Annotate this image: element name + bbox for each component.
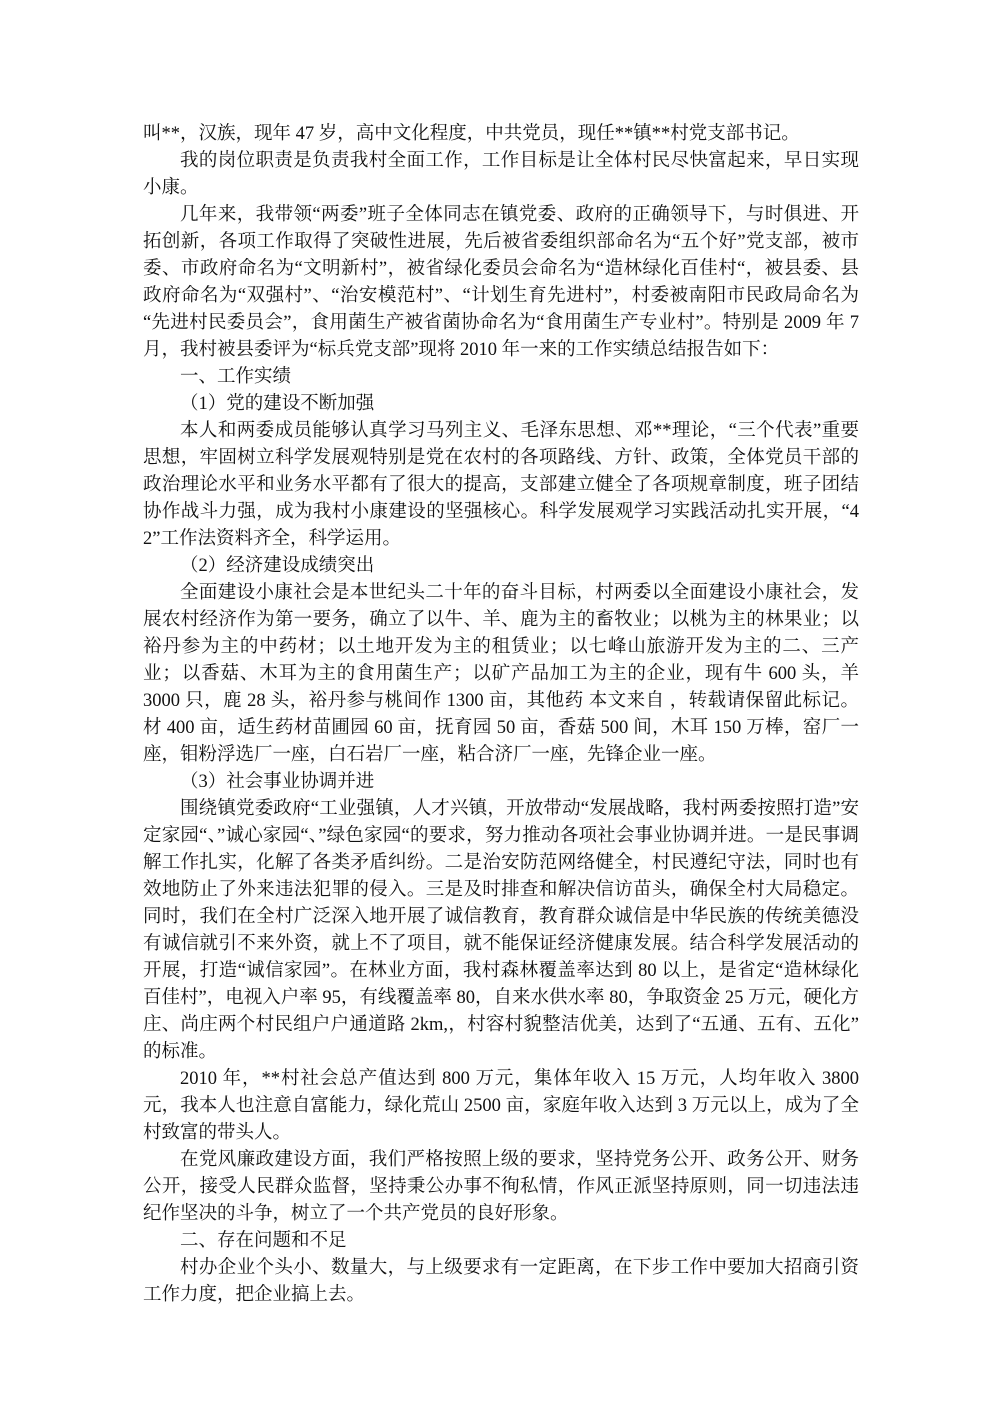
sub-heading: （1）党的建设不断加强 xyxy=(180,394,375,414)
paragraph: 围绕镇党委政府“工业强镇，人才兴镇，开放带动“发展战略，我村两委按照打造”安定家园“、”诚心家园“、”绿色家园“的要求，努力推动各项社会事业协调并进。一是民事调解工作扎实，化解了各类矛盾纠纷。二是治安防范网络健全，村民遵纪守法，同时也有效地防止了外来违法犯罪的侵入。三是及时排查和解决信访苗头，确保全村大局稳定。同时，我们在全村广泛深入地开展了诚信教育，教育群众诚信是中华民族的传统美德没有诚信就引不来外资，就上不了项目，就不能保证经济健康发展。结合科学发展活动的开展，打造“诚信家园”。在林业方面，我村森林覆盖率达到 80 以上，是省定“造林绿化百佳村”，电视入户率 95，有线覆盖率 80，自来水供水率 80，争取资金 25 万元，硬化方庄、尚庄两个村民组户户通道路 2km,，村容村貌整洁优美，达到了“五通、五有、五化”的标准。 xyxy=(143,799,859,1062)
sub-heading: （2）经济建设成绩突出 xyxy=(180,556,375,576)
paragraph: 本人和两委成员能够认真学习马列主义、毛泽东思想、邓**理论，“三个代表”重要思想，牢固树立科学发展观特别是党在农村的各项路线、方针、政策，全体党员干部的政治理论水平和业务水平都有了很大的提高，支部建立健全了各项规章制度，班子团结协作战斗力强，成为我村小康建设的坚强核心。科学发展观学习实践活动扎实开展，“4 2”工作法资料齐全，科学运用。 xyxy=(143,421,859,549)
paragraph: 在党风廉政建设方面，我们严格按照上级的要求，坚持党务公开、政务公开、财务公开，接受人民群众监督，坚持秉公办事不徇私情，作风正派坚持原则，同一切违法违纪作坚决的斗争，树立了一个共产党员的良好形象。 xyxy=(143,1150,859,1224)
paragraph: 村办企业个头小、数量大，与上级要求有一定距离，在下步工作中要加大招商引资工作力度，把企业搞上去。 xyxy=(143,1258,859,1305)
paragraph: 几年来，我带领“两委”班子全体同志在镇党委、政府的正确领导下，与时俱进、开拓创新，各项工作取得了突破性进展，先后被省委组织部命名为“五个好”党支部，被市委、市政府命名为“文明新村”，被省绿化委员会命名为“造林绿化百佳村“，被县委、县政府命名为“双强村”、“治安模范村”、“计划生育先进村”，村委被南阳市民政局命名为“先进村民委员会”，食用菌生产被省菌协命名为“食用菌生产专业村”。特别是 2009 年 7 月，我村被县委评为“标兵党支部”现将 2010 年一来的工作实绩总结报告如下： xyxy=(143,205,859,360)
paragraph: 2010 年，**村社会总产值达到 800 万元，集体年收入 15 万元，人均年收入 3800 元，我本人也注意自富能力，绿化荒山 2500 亩，家庭年收入达到 3 万元以上，成为了全村致富的带头人。 xyxy=(143,1069,859,1143)
document-body xyxy=(143,121,859,1309)
section-heading: 二、存在问题和不足 xyxy=(180,1231,347,1251)
paragraph: 叫**，汉族，现年 47 岁，高中文化程度，中共党员，现任**镇**村党支部书记。 xyxy=(143,124,800,144)
paragraph: 我的岗位职责是负责我村全面工作，工作目标是让全体村民尽快富起来，早日实现小康。 xyxy=(143,151,859,198)
paragraph: 全面建设小康社会是本世纪头二十年的奋斗目标，村两委以全面建设小康社会，发展农村经济作为第一要务，确立了以牛、羊、鹿为主的畜牧业；以桃为主的林果业；以裕丹参为主的中药材；以土地开发为主的租赁业；以七峰山旅游开发为主的二、三产业；以香菇、木耳为主的食用菌生产；以矿产品加工为主的企业，现有牛 600 头，羊 3000 只，鹿 28 头，裕丹参与桃间作 1300 亩，其他药 本文来自 ，转载请保留此标记。 材 400 亩，适生药材苗圃园 60 亩，抚育园 50 亩，香菇 500 间，木耳 150 万棒，窑厂一座，钼粉浮选厂一座，白石岩厂一座，粘合济厂一座，先锋企业一座。 xyxy=(143,583,859,765)
section-heading: 一、工作实绩 xyxy=(180,367,292,387)
sub-heading: （3）社会事业协调并进 xyxy=(180,772,375,792)
